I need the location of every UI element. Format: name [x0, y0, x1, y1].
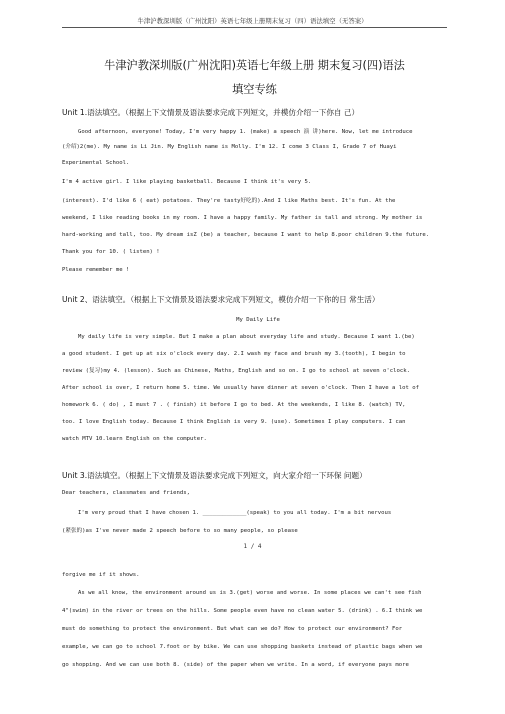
header-rule — [62, 27, 447, 28]
unit1-paragraph-line: (介绍)2(me). My name is Li Jin. My English name is Molly. I'm 12. I come 3 Class I, Grade 7 of Huayi — [62, 144, 397, 150]
unit3-paragraph-line: (紧张的)as I've never made 2 speech before to so many people, so please — [62, 528, 298, 534]
unit3-heading: Unit 3.语法填空。（根据上下文情景及语法要求完成下列短文，向大家介绍一下环保 问题） — [62, 471, 367, 480]
unit1-paragraph-line: I'm 4 active girl. I like playing basketball. Because I think it's very 5. — [62, 179, 312, 185]
document-title-line2: 填空专练 — [232, 83, 277, 96]
unit3-paragraph-line: 4"(swim) in the river or trees on the hills. Some people even have no clean water 5. (drink) . 6.I think we — [62, 608, 423, 614]
unit1-paragraph-line: hard-working and tall, too. My dream isZ (be) a teacher, because I want to help 8.poor children 9.the future. — [62, 232, 430, 238]
unit1-paragraph-line: (interest). I'd like 6 ( eat) potatoes. They're tasty好吃的).And I like Maths best. It's fun. At the — [62, 198, 396, 204]
unit3-paragraph-line: As we all know, the environment around us is 3.(get) worse and worse. In some places we can't see fish — [78, 590, 422, 596]
unit1-paragraph-line: weekend, I like reading books in my room. I have a happy family. My father is tall and strong. My mother is — [62, 215, 423, 221]
unit3-paragraph-line: example, we can go to school 7.foot or by bike. We can use shopping baskets instead of plastic bags when we — [62, 644, 423, 650]
unit1-paragraph-line: Experimental School. — [62, 160, 130, 166]
unit3-paragraph-line: forgive me if it shows. — [62, 572, 140, 578]
unit2-paragraph-line: a good student. I get up at six o'clock every day. 2.I wash my face and brush my 3.(tooth), I begin to — [62, 351, 406, 357]
running-header: 牛津沪教深圳版（广州沈阳）英语七年级上册期末复习（四）语法填空（无答案） — [137, 17, 368, 25]
unit2-paragraph-line: homework 6. ( do) , I must 7 . ( finish) it before I go to bed. At the weekends, I like 8. (watch) TV, — [62, 402, 406, 408]
unit2-heading: Unit 2、语法填空。（根据上下文情景及语法要求完成下列短文，模仿介绍一下你的日 常生活） — [62, 295, 380, 304]
unit2-paragraph-line: My daily life is very simple. But I make a plan about everyday life and study. Because I want 1.(be) — [78, 334, 415, 340]
unit1-paragraph-line: Please remember me ! — [62, 267, 130, 273]
unit3-paragraph-line: Dear teachers, classmates and friends, — [62, 490, 190, 496]
unit2-paragraph-line: After school is over, I return home 5. time. We usually have dinner at seven o'clock. Then I have a lot of — [62, 385, 419, 391]
unit1-paragraph-line: Good afternoon, everyone! Today, I'm very happy 1. (make) a speech 演 讲)here. Now, let me introduce — [78, 129, 413, 135]
unit3-paragraph-line: I'm very proud that I have chosen 1. _____________(speak) to you all today. I'm a bit nervous — [78, 510, 392, 516]
unit3-paragraph-line: must do something to protect the environment. But what can we do? How to protect our environment? For — [62, 626, 403, 632]
document-title-line1: 牛津沪教深圳版(广州沈阳)英语七年级上册 期末复习(四)语法 — [104, 59, 405, 72]
unit3-paragraph-line: go shopping. And we can use both 8. (side) of the paper when we write. In a word, if everyone pays more — [62, 662, 409, 668]
unit2-paragraph-line: watch MTV 10.learn English on the computer. — [62, 436, 207, 442]
unit1-heading: Unit 1.语法填空。（根据上下文情景及语法要求完成下列短文，并模仿介绍一下你自 己） — [62, 108, 360, 117]
unit2-subtitle: My Daily Life — [236, 317, 280, 323]
unit2-paragraph-line: too. I love English today. Because I think English is very 9. (use). Sometimes I play computers. I can — [62, 419, 406, 425]
page-number: 1 / 4 — [243, 543, 262, 550]
unit1-paragraph-line: Thank you for 10. ( listen) ! — [62, 249, 160, 255]
unit2-paragraph-line: review (复习)my 4. (lesson). Such as Chinese, Maths, English and so on. I go to school at seven o'clock. — [62, 368, 410, 374]
